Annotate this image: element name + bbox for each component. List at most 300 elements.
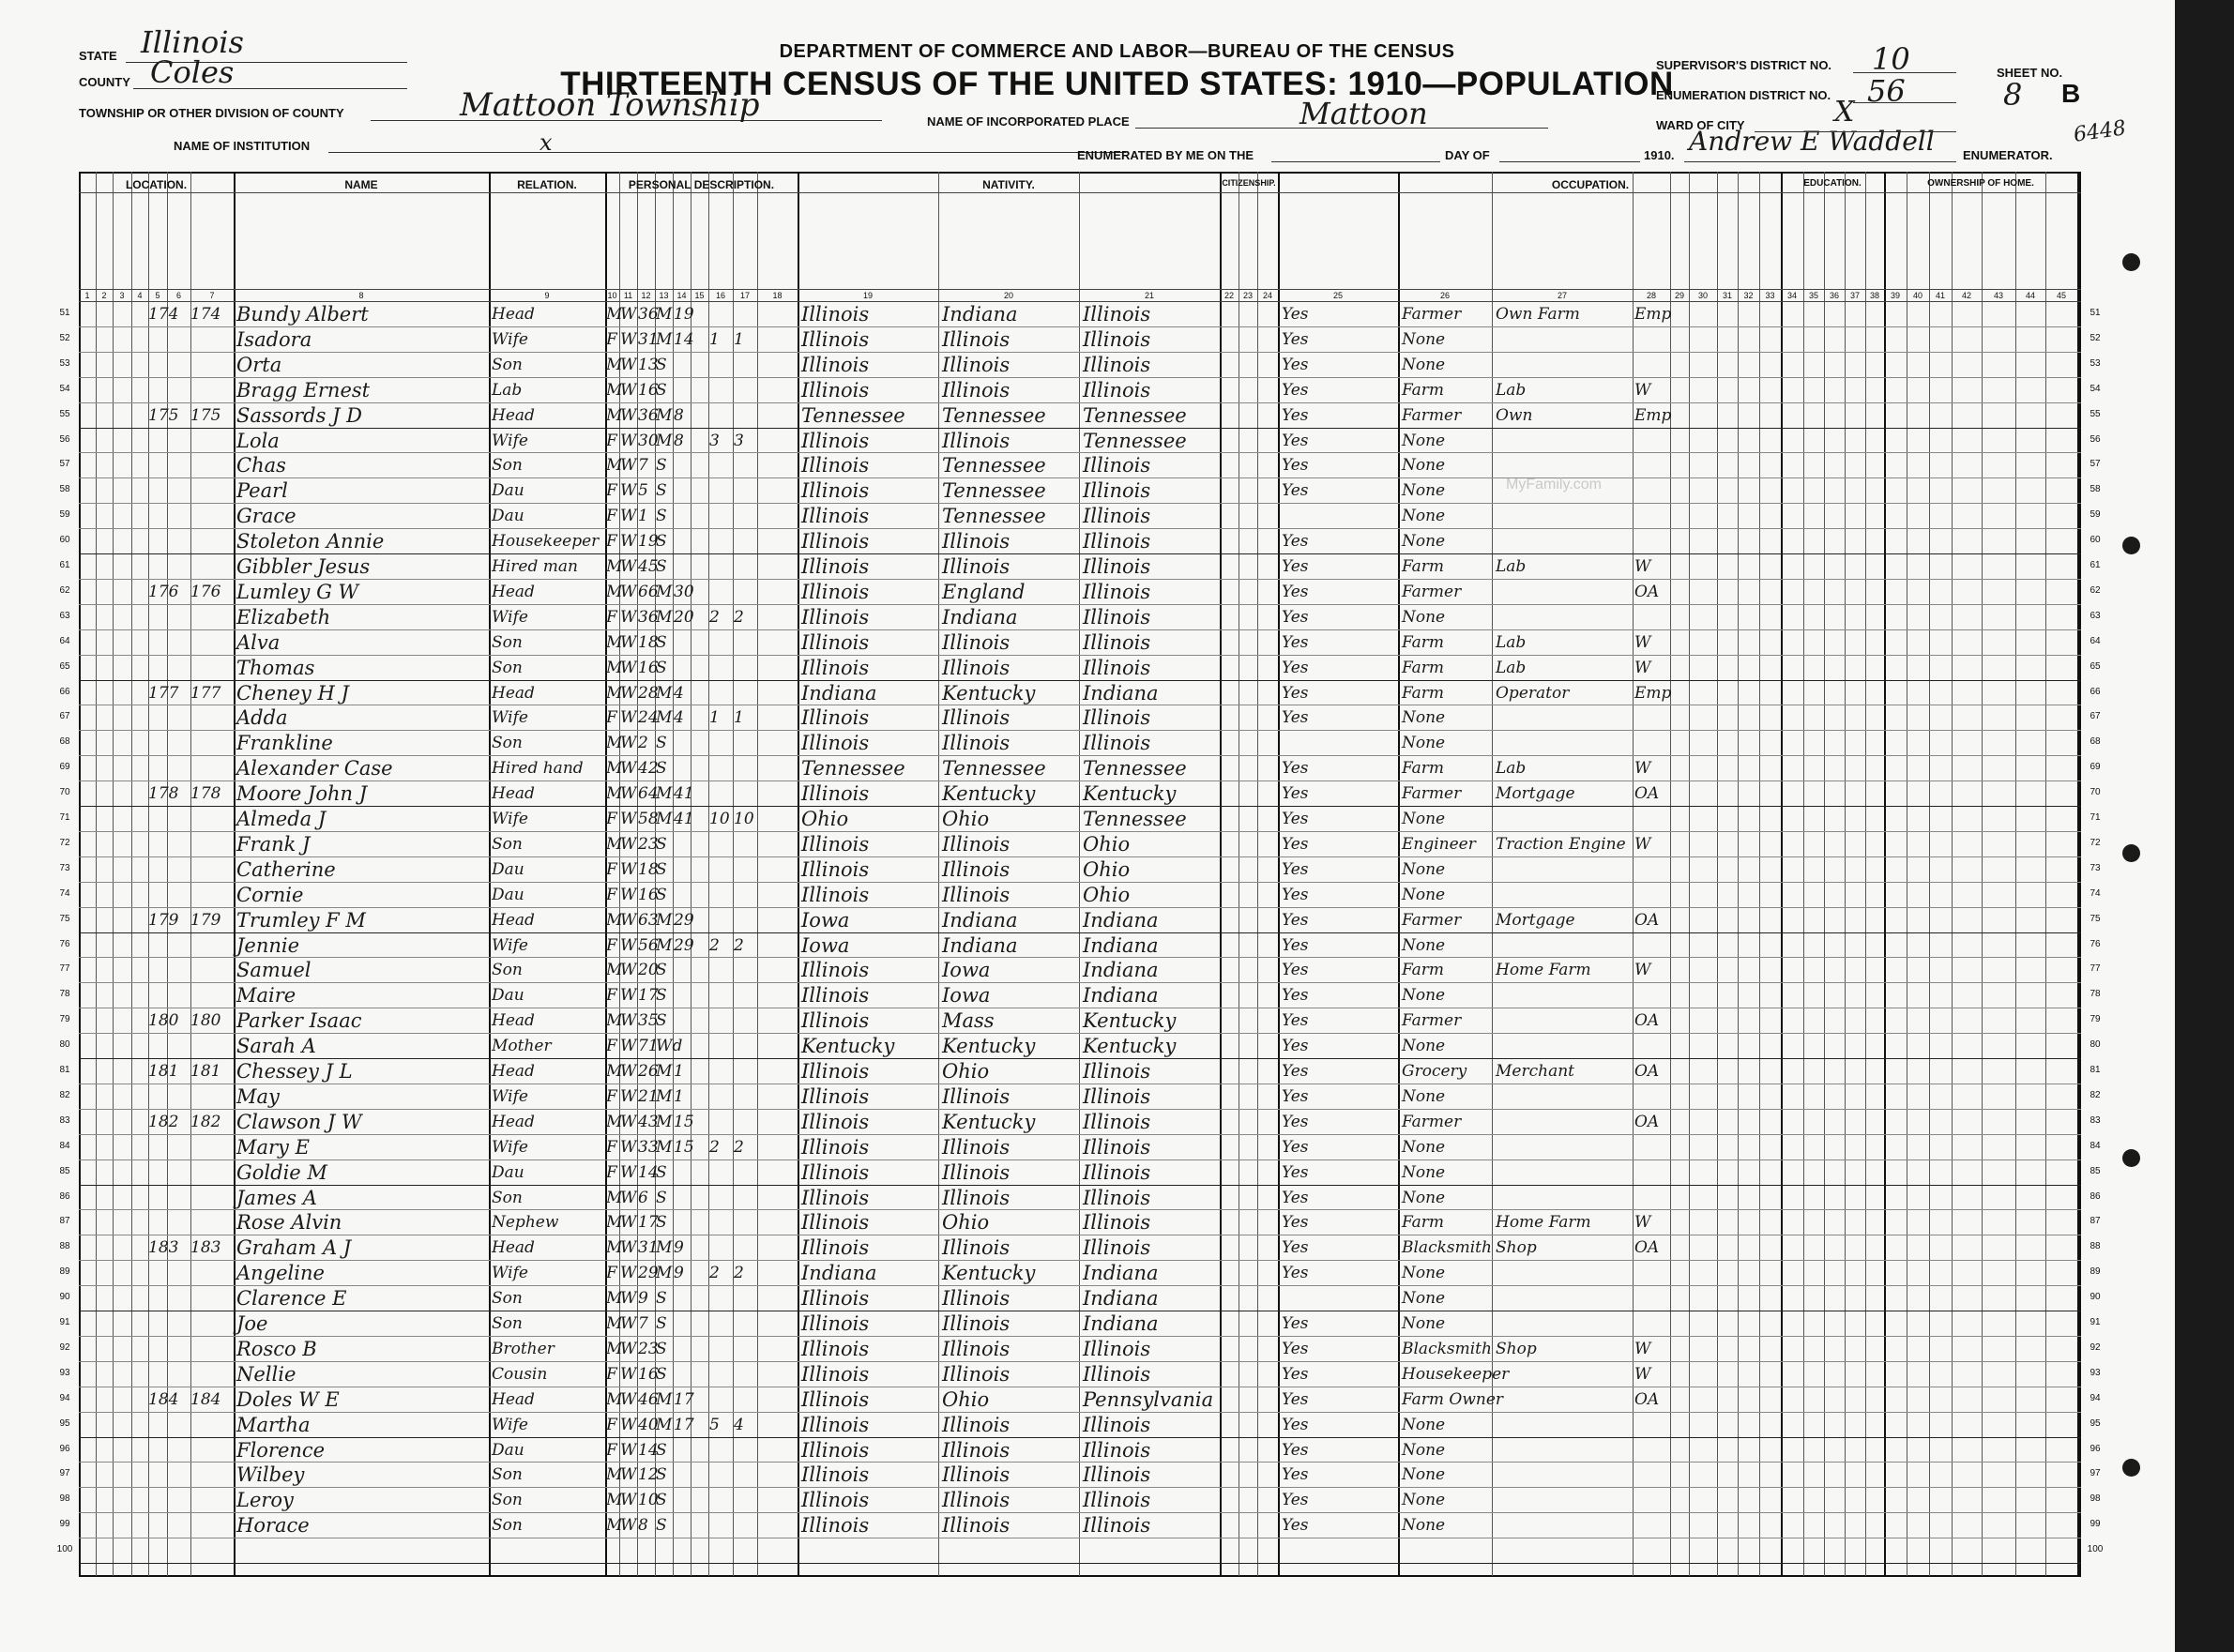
cell-race: W [620, 683, 637, 703]
cell-rel: Wife [492, 810, 528, 828]
cell-mpob: Illinois [1083, 454, 1151, 477]
cell-name: Jennie [236, 933, 300, 957]
grid-vline [148, 172, 149, 1576]
cell-sex: M [606, 784, 623, 804]
cell-mpob: Tennessee [1083, 757, 1187, 781]
grid-vline [673, 172, 674, 1576]
cell-rel: Mother [492, 1037, 552, 1056]
cell-ind: Lab [1496, 759, 1527, 779]
cell-sex: M [606, 380, 623, 400]
cell-age: 20 [638, 961, 659, 980]
cell-pob: Illinois [801, 1387, 870, 1411]
cell-mpob: Illinois [1083, 732, 1151, 755]
cell-pob: Illinois [801, 630, 870, 654]
cell-fpob: Mass [942, 1009, 995, 1033]
cell-sex: F [606, 1415, 617, 1434]
cell-liv: 4 [734, 1415, 744, 1434]
cell-pob: Tennessee [801, 757, 905, 781]
column-number: 17 [739, 291, 750, 300]
cell-race: W [620, 1086, 637, 1106]
cell-mpob: Indiana [1083, 1287, 1159, 1311]
cell-sex: M [606, 683, 623, 703]
cell-pob: Illinois [801, 1236, 870, 1260]
line-number: 72 [59, 837, 70, 848]
cell-race: W [620, 607, 637, 627]
cell-mpob: Illinois [1083, 1060, 1151, 1083]
line-number-right: 69 [2090, 762, 2101, 773]
cell-sex: F [606, 708, 617, 728]
line-number-right: 80 [2090, 1039, 2101, 1051]
cell-born: 1 [709, 708, 720, 728]
cell-rel: Dau [492, 1162, 524, 1182]
cell-eng: Yes [1282, 683, 1309, 703]
cell-pob: Illinois [801, 656, 870, 679]
cell-eng: Yes [1282, 759, 1309, 779]
cell-name: James A [236, 1186, 317, 1209]
cell-age: 14 [638, 1162, 659, 1182]
cell-age: 17 [638, 986, 659, 1006]
line-number: 81 [59, 1065, 70, 1075]
cell-eng: Yes [1282, 1086, 1309, 1106]
cell-sex: M [606, 1491, 623, 1510]
line-number-right: 61 [2090, 560, 2101, 570]
cell-eng: Yes [1282, 961, 1309, 980]
line-number-right: 52 [2090, 332, 2101, 343]
cell-name: Martha [236, 1413, 311, 1436]
cell-ind: Lab [1496, 380, 1527, 400]
line-number: 53 [59, 357, 70, 369]
cell-yrs: 15 [674, 1112, 694, 1131]
cell-mpob: Tennessee [1083, 429, 1187, 452]
cell-fpob: Kentucky [942, 681, 1036, 705]
grid-vline [1759, 172, 1760, 1576]
row-line [79, 1412, 2081, 1413]
cell-fpob: Indiana [942, 933, 1018, 957]
cell-trade: None [1402, 1086, 1446, 1106]
cell-mpob: Kentucky [1083, 782, 1177, 806]
cell-age: 30 [638, 431, 659, 450]
cell-emp: W [1634, 834, 1651, 854]
cell-trade: None [1402, 1264, 1446, 1283]
cell-pob: Illinois [801, 378, 870, 402]
corner-note: 6448 [2072, 116, 2128, 147]
cell-sex: M [606, 961, 623, 980]
cell-rel: Son [492, 355, 523, 374]
grid-vline [1884, 172, 1886, 1576]
cell-sex: F [606, 1162, 617, 1182]
cell-trade: Farmer [1402, 582, 1462, 601]
line-number: 92 [59, 1341, 70, 1353]
cell-ms: S [656, 1364, 667, 1384]
cell-ms: S [656, 1491, 667, 1510]
cell-ind: Home Farm [1496, 1213, 1591, 1233]
cell-age: 21 [638, 1086, 659, 1106]
cell-sex: M [606, 632, 623, 652]
cell-race: W [620, 1465, 637, 1485]
cell-rel: Son [492, 734, 523, 753]
cell-fpob: Illinois [942, 353, 1011, 376]
cell-mpob: Illinois [1083, 1438, 1151, 1462]
cell-eng: Yes [1282, 1339, 1309, 1358]
line-number: 54 [59, 383, 70, 394]
enumeration-district-label: ENUMERATION DISTRICT NO. [1656, 88, 1831, 102]
cell-fpob: Illinois [942, 1236, 1011, 1260]
cell-name: Trumley F M [236, 908, 366, 932]
cell-yrs: 1 [674, 1086, 684, 1106]
cell-trade: None [1402, 1491, 1446, 1510]
row-line [79, 326, 2081, 327]
cell-eng: Yes [1282, 456, 1309, 476]
cell-fpob: Illinois [942, 555, 1011, 578]
cell-fpob: Illinois [942, 327, 1011, 351]
row-line [79, 1462, 2081, 1463]
cell-eng: Yes [1282, 1314, 1309, 1333]
cell-age: 1 [638, 507, 648, 526]
cell-rel: Dau [492, 1440, 524, 1460]
cell-eng: Yes [1282, 1264, 1309, 1283]
cell-sex: M [606, 910, 623, 930]
row-line [79, 352, 2081, 353]
cell-age: 33 [638, 1137, 659, 1157]
cell-pob: Illinois [801, 1160, 870, 1184]
cell-name: Joe [236, 1312, 268, 1335]
line-number: 86 [59, 1190, 70, 1202]
cell-eng: Yes [1282, 708, 1309, 728]
cell-sex: M [606, 456, 623, 476]
cell-race: W [620, 708, 637, 728]
line-number: 74 [59, 887, 70, 899]
column-number: 33 [1765, 291, 1775, 300]
cell-eng: Yes [1282, 1188, 1309, 1207]
cell-ind: Own [1496, 405, 1533, 425]
grid-vline [2077, 172, 2079, 1576]
cell-ms: S [656, 1465, 667, 1485]
cell-emp: Emp [1634, 305, 1672, 324]
cell-race: W [620, 1516, 637, 1536]
line-number-right: 87 [2090, 1216, 2101, 1227]
cell-name: Chas [236, 454, 286, 477]
sheet-letter: B [2061, 79, 2081, 108]
cell-yrs: 15 [674, 1137, 694, 1157]
grid-vline [1689, 172, 1690, 1576]
cell-trade: None [1402, 1188, 1446, 1207]
grid-vline [1781, 172, 1783, 1576]
cell-race: W [620, 961, 637, 980]
row-line [79, 1209, 2081, 1210]
cell-sex: M [606, 1238, 623, 1258]
cell-trade: Farmer [1402, 784, 1462, 804]
cell-age: 16 [638, 885, 659, 904]
cell-pob: Illinois [801, 782, 870, 806]
column-number: 21 [1144, 291, 1154, 300]
cell-ms: S [656, 1162, 667, 1182]
cell-yrs: 9 [674, 1238, 684, 1258]
line-number: 90 [59, 1292, 70, 1303]
township-label: TOWNSHIP OR OTHER DIVISION OF COUNTY [79, 106, 344, 120]
cell-mpob: Illinois [1083, 1160, 1151, 1184]
line-number: 75 [59, 913, 70, 924]
line-number: 67 [59, 711, 70, 722]
row-line [79, 1159, 2081, 1160]
cell-race: W [620, 734, 637, 753]
cell-rel: Son [492, 834, 523, 854]
cell-fpob: Tennessee [942, 757, 1046, 781]
cell-race: W [620, 1415, 637, 1434]
cell-fpob: Ohio [942, 1387, 990, 1411]
cell-fpob: Illinois [942, 378, 1011, 402]
day-label: DAY OF [1445, 148, 1490, 162]
column-number: 34 [1786, 291, 1797, 300]
cell-sex: M [606, 1314, 623, 1333]
cell-fam: 184 [190, 1389, 221, 1409]
cell-ms: S [656, 859, 667, 879]
cell-emp: OA [1634, 582, 1660, 601]
cell-race: W [620, 632, 637, 652]
cell-fpob: Illinois [942, 530, 1011, 553]
sheet-label: SHEET NO. [1997, 66, 2063, 80]
cell-sex: M [606, 834, 623, 854]
column-number: 29 [1674, 291, 1684, 300]
cell-age: 35 [638, 1011, 659, 1031]
column-number: 14 [676, 291, 687, 300]
line-number-right: 90 [2090, 1292, 2101, 1303]
county-label: COUNTY [79, 75, 130, 89]
cell-name: Frankline [236, 732, 333, 755]
cell-yrs: 9 [674, 1264, 684, 1283]
cell-liv: 2 [734, 607, 744, 627]
grid-hline [79, 192, 2081, 193]
line-number-right: 53 [2090, 357, 2101, 369]
cell-ms: M [656, 1137, 673, 1157]
cell-name: Nellie [236, 1362, 296, 1386]
cell-ind: Own Farm [1496, 305, 1580, 324]
cell-sex: F [606, 1086, 617, 1106]
line-number: 97 [59, 1468, 70, 1479]
cell-ms: S [656, 759, 667, 779]
cell-sex: F [606, 431, 617, 450]
column-number: 32 [1743, 291, 1754, 300]
cell-fpob: Illinois [942, 1337, 1011, 1360]
cell-sex: F [606, 986, 617, 1006]
grid-vline [96, 172, 97, 1576]
cell-ms: M [656, 1415, 673, 1434]
cell-trade: None [1402, 532, 1446, 552]
column-number: 2 [101, 291, 107, 300]
cell-trade: None [1402, 859, 1446, 879]
cell-mpob: Illinois [1083, 1514, 1151, 1538]
cell-eng: Yes [1282, 380, 1309, 400]
grid-vline [1717, 172, 1718, 1576]
cell-race: W [620, 1011, 637, 1031]
line-number-right: 72 [2090, 837, 2101, 848]
row-line [79, 528, 2081, 529]
column-number: 37 [1849, 291, 1860, 300]
cell-race: W [620, 859, 637, 879]
cell-mpob: Illinois [1083, 580, 1151, 603]
cell-rel: Head [492, 1062, 535, 1081]
cell-yrs: 30 [674, 582, 694, 601]
cell-sex: F [606, 1264, 617, 1283]
cell-pob: Illinois [801, 984, 870, 1008]
cell-dw: 182 [148, 1112, 179, 1131]
cell-ms: S [656, 1339, 667, 1358]
line-number: 56 [59, 433, 70, 445]
col-nativity: NATIVITY. [982, 178, 1035, 191]
enumerated-label: ENUMERATED BY ME ON THE [1077, 148, 1254, 162]
cell-liv: 2 [734, 935, 744, 955]
cell-race: W [620, 1389, 637, 1409]
cell-fam: 177 [190, 683, 221, 703]
line-number-right: 97 [2090, 1468, 2101, 1479]
cell-liv: 1 [734, 329, 744, 349]
line-number: 60 [59, 535, 70, 546]
cell-ind: Lab [1496, 632, 1527, 652]
cell-ms: M [656, 329, 673, 349]
cell-name: Sassords J D [236, 403, 362, 427]
cell-trade: None [1402, 507, 1446, 526]
cell-race: W [620, 557, 637, 576]
row-line [79, 428, 2081, 429]
cell-sex: F [606, 935, 617, 955]
cell-name: Doles W E [236, 1387, 340, 1411]
cell-age: 31 [638, 329, 659, 349]
line-number-right: 77 [2090, 963, 2101, 975]
grid-vline [234, 172, 236, 1576]
cell-rel: Son [492, 961, 523, 980]
cell-trade: Blacksmith [1402, 1238, 1492, 1258]
cell-name: Horace [236, 1514, 310, 1538]
row-line [79, 1512, 2081, 1513]
cell-pob: Illinois [801, 1060, 870, 1083]
cell-name: Cornie [236, 883, 304, 906]
cell-emp: OA [1634, 1389, 1660, 1409]
enumerator-label: ENUMERATOR. [1963, 148, 2053, 162]
cell-yrs: 17 [674, 1389, 694, 1409]
cell-sex: M [606, 1339, 623, 1358]
cell-fpob: Ohio [942, 808, 990, 830]
column-number: 22 [1223, 291, 1234, 300]
cell-dw: 174 [148, 305, 179, 324]
cell-trade: Farmer [1402, 1112, 1462, 1131]
grid-vline [1803, 172, 1804, 1576]
cell-trade: None [1402, 1314, 1446, 1333]
line-number-right: 71 [2090, 812, 2101, 823]
cell-mpob: Illinois [1083, 1110, 1151, 1133]
cell-mpob: Ohio [1083, 857, 1131, 881]
cell-trade: Farm [1402, 632, 1445, 652]
cell-sex: F [606, 607, 617, 627]
cell-yrs: 1 [674, 1062, 684, 1081]
line-number-right: 58 [2090, 484, 2101, 495]
institution-value: x [540, 129, 553, 156]
cell-liv: 10 [734, 810, 754, 828]
cell-age: 18 [638, 859, 659, 879]
column-number: 4 [137, 291, 143, 300]
cell-mpob: Illinois [1083, 555, 1151, 578]
row-line [79, 932, 2081, 933]
cell-emp: W [1634, 658, 1651, 677]
cell-eng: Yes [1282, 1238, 1309, 1258]
cell-fpob: Illinois [942, 656, 1011, 679]
cell-pob: Illinois [801, 454, 870, 477]
grid-vline [1670, 172, 1671, 1576]
line-number-right: 64 [2090, 635, 2101, 646]
cell-rel: Son [492, 632, 523, 652]
line-number: 66 [59, 686, 70, 697]
line-number: 100 [56, 1544, 73, 1555]
line-number: 80 [59, 1039, 70, 1051]
cell-trade: Farm [1402, 380, 1445, 400]
cell-pob: Kentucky [801, 1035, 895, 1058]
cell-pob: Illinois [801, 1211, 870, 1235]
cell-eng: Yes [1282, 885, 1309, 904]
cell-yrs: 19 [674, 305, 694, 324]
cell-rel: Head [492, 305, 535, 324]
cell-emp: W [1634, 380, 1651, 400]
cell-age: 36 [638, 607, 659, 627]
cell-race: W [620, 456, 637, 476]
cell-born: 5 [709, 1415, 720, 1434]
line-number-right: 79 [2090, 1014, 2101, 1025]
column-number: 13 [659, 291, 669, 300]
row-line [79, 553, 2081, 554]
cell-age: 12 [638, 1465, 659, 1485]
cell-age: 16 [638, 1364, 659, 1384]
column-number: 7 [209, 291, 215, 300]
cell-yrs: 4 [674, 683, 684, 703]
cell-fpob: Kentucky [942, 1262, 1036, 1285]
row-line [79, 1487, 2081, 1488]
cell-trade: None [1402, 1137, 1446, 1157]
col-personal: PERSONAL DESCRIPTION. [628, 178, 775, 191]
line-number: 62 [59, 584, 70, 596]
cell-born: 2 [709, 607, 720, 627]
grid-vline [79, 172, 81, 1576]
cell-sex: M [606, 1213, 623, 1233]
cell-name: Gibbler Jesus [236, 555, 371, 578]
cell-yrs: 29 [674, 910, 694, 930]
line-number: 88 [59, 1241, 70, 1252]
line-number-right: 57 [2090, 459, 2101, 470]
cell-dw: 183 [148, 1238, 179, 1258]
cell-name: Clawson J W [236, 1110, 362, 1133]
cell-age: 13 [638, 355, 659, 374]
cell-sex: M [606, 305, 623, 324]
cell-rel: Wife [492, 708, 528, 728]
column-number: 20 [1003, 291, 1013, 300]
cell-race: W [620, 1314, 637, 1333]
line-number-right: 86 [2090, 1190, 2101, 1202]
cell-eng: Yes [1282, 1137, 1309, 1157]
cell-rel: Hired hand [492, 759, 584, 779]
cell-race: W [620, 935, 637, 955]
cell-yrs: 8 [674, 431, 684, 450]
cell-age: 43 [638, 1112, 659, 1131]
cell-yrs: 41 [674, 784, 694, 804]
cell-fpob: Illinois [942, 1186, 1011, 1209]
line-number: 84 [59, 1140, 70, 1151]
sheet-value: 8 [2003, 77, 2023, 113]
cell-fpob: Tennessee [942, 479, 1046, 503]
cell-age: 9 [638, 1289, 648, 1309]
cell-pob: Illinois [801, 1362, 870, 1386]
cell-sex: M [606, 658, 623, 677]
col-citizenship: CITIZENSHIP. [1222, 178, 1276, 188]
cell-age: 24 [638, 708, 659, 728]
cell-age: 6 [638, 1188, 648, 1207]
cell-rel: Head [492, 1238, 535, 1258]
cell-sex: F [606, 1137, 617, 1157]
